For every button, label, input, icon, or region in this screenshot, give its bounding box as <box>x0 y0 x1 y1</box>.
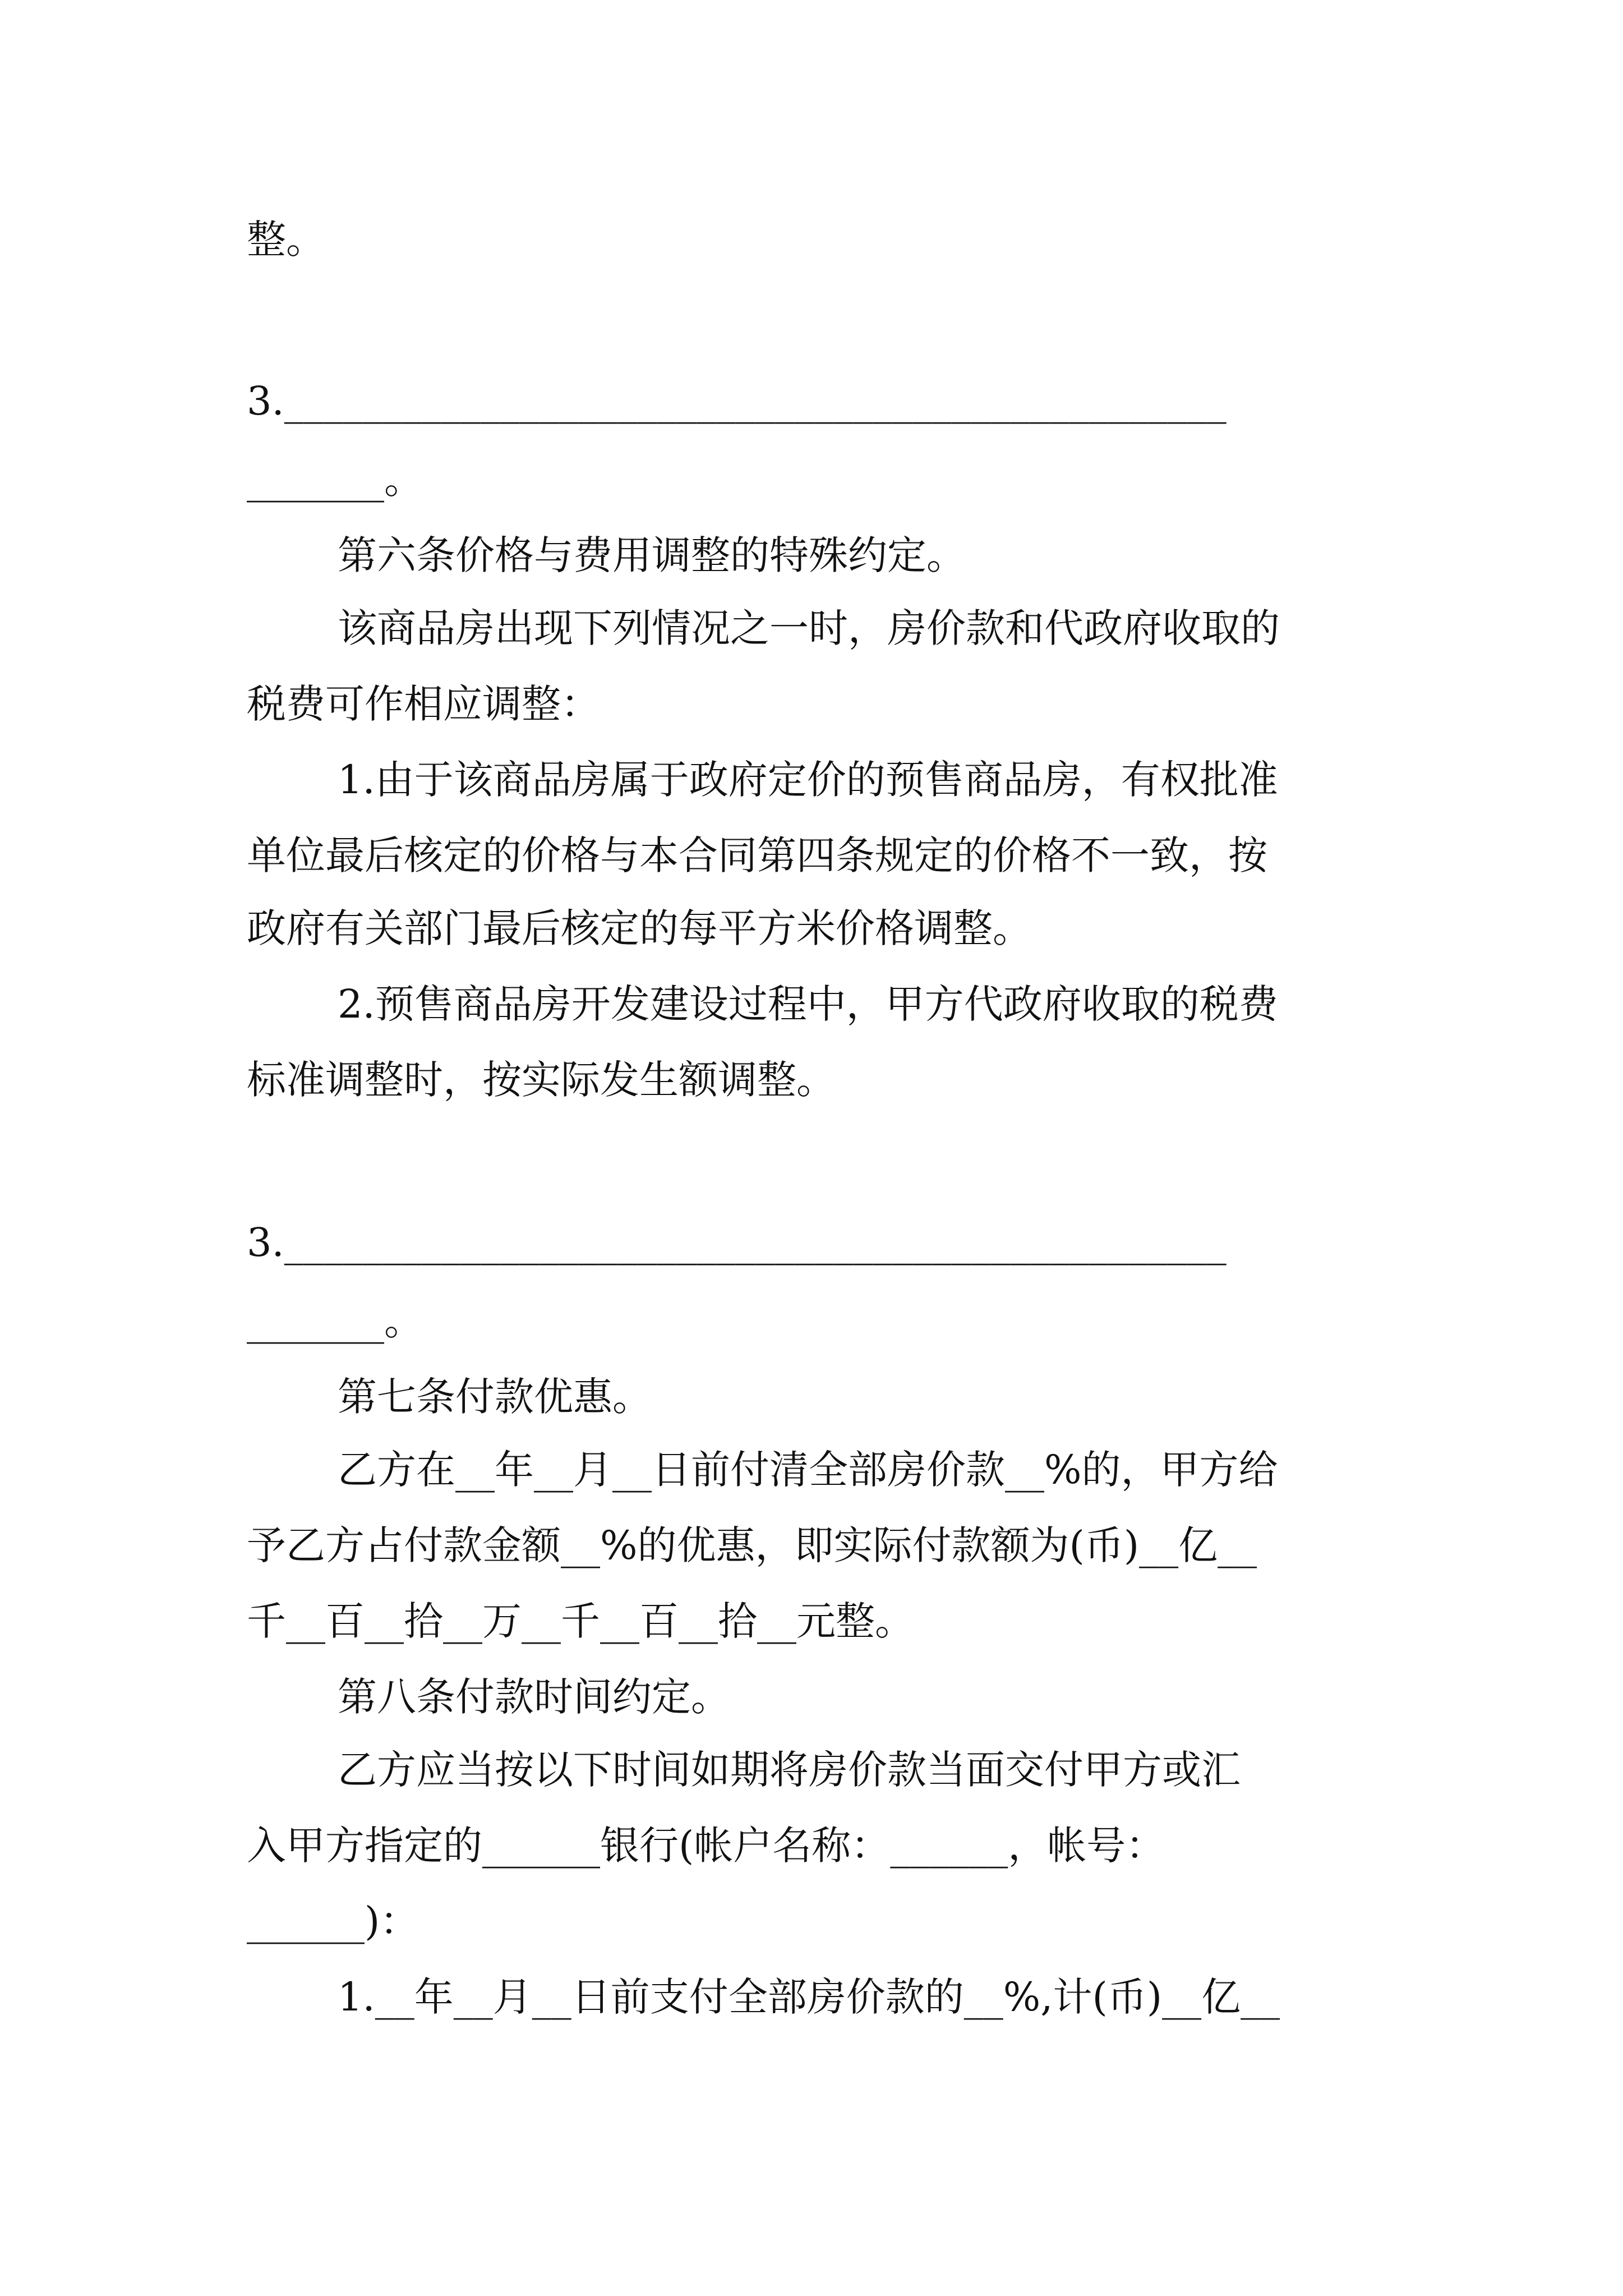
article-heading: 第七条付款优惠。 <box>338 1374 652 1420</box>
numbered-blank-line: 3.________________________________________________ <box>247 378 1227 424</box>
text-line: _______。 <box>247 1298 423 1344</box>
paragraph-line: 该商品房出现下列情况之一时，房价款和代政府收取的 <box>338 605 1280 651</box>
paragraph-line: 1.__年__月__日前支付全部房价款的__%,计(币)__亿__ <box>338 1974 1280 2020</box>
paragraph-line: 单位最后核定的价格与本合同第四条规定的价格不一致，按 <box>247 832 1267 878</box>
article-heading: 第八条付款时间约定。 <box>338 1674 730 1720</box>
paragraph-line: 1.由于该商品房属于政府定价的预售商品房，有权批准 <box>338 757 1278 803</box>
text-line: _______。 <box>247 457 423 503</box>
paragraph-line: 入甲方指定的______银行(帐户名称：______，帐号： <box>247 1823 1165 1869</box>
paragraph-line: 千__百__拾__万__千__百__拾__元整。 <box>247 1598 914 1644</box>
paragraph-line: 2.预售商品房开发建设过程中，甲方代政府收取的税费 <box>338 981 1278 1027</box>
paragraph-line: 标准调整时，按实际发生额调整。 <box>247 1057 836 1103</box>
article-heading: 第六条价格与费用调整的特殊约定。 <box>338 532 966 578</box>
paragraph-line: 乙方应当按以下时间如期将房价款当面交付甲方或汇 <box>338 1747 1241 1793</box>
paragraph-line: 政府有关部门最后核定的每平方米价格调整。 <box>247 905 1032 951</box>
paragraph-line: 税费可作相应调整： <box>247 681 600 727</box>
paragraph-line: 予乙方占付款金额__%的优惠，即实际付款额为(币)__亿__ <box>247 1522 1257 1568</box>
text-line: 整。 <box>247 217 325 263</box>
paragraph-line: 乙方在__年__月__日前付清全部房价款__%的，甲方给 <box>338 1447 1278 1493</box>
paragraph-line: ______)： <box>247 1898 419 1944</box>
numbered-blank-line: 3.________________________________________________ <box>247 1220 1227 1266</box>
